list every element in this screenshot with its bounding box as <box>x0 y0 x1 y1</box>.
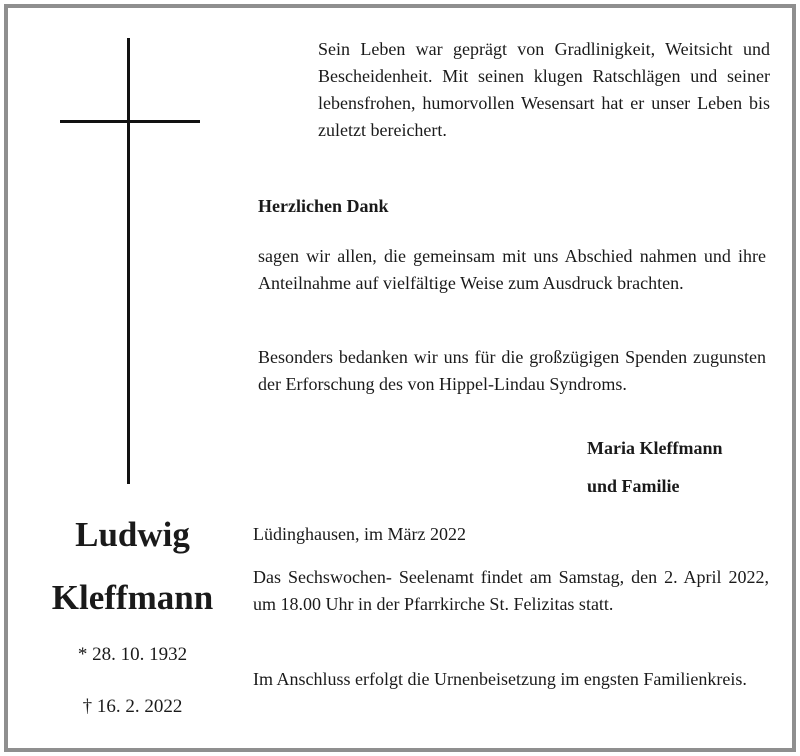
signature-family: und Familie <box>587 476 680 496</box>
deceased-first-name: Ludwig <box>75 515 190 554</box>
burial-paragraph: Im Anschluss erfolgt die Urnenbeisetzung im engsten Familienkreis. <box>253 669 747 689</box>
birth-date: * 28. 10. 1932 <box>77 644 188 665</box>
thanks-paragraph: sagen wir allen, die gemeinsam mit uns Abschied nahmen und ihre Anteilnahme auf vielfältige Weise zum Ausdruck brachten. <box>258 246 766 293</box>
signature-name: Maria Kleffmann <box>587 438 723 458</box>
death-date: † 16. 2. 2022 <box>82 696 183 717</box>
place-date: Lüdinghausen, im März 2022 <box>253 524 466 544</box>
service-paragraph: Das Sechswochen- Seelenamt findet am Samstag, den 2. April 2022, um 18.00 Uhr in der Pfarrkirche St. Felizitas statt. <box>253 567 769 614</box>
deceased-last-name: Kleffmann <box>51 578 214 617</box>
intro-paragraph: Sein Leben war geprägt von Gradlinigkeit, Weitsicht und Bescheidenheit. Mit seinen klugen Ratschlägen und seiner lebensfrohen, humorvollen Wesensart hat er unser Leben bis zuletzt bereichert. <box>318 39 770 140</box>
special-thanks-paragraph: Besonders bedanken wir uns für die großzügigen Spenden zugunsten der Erforschung des von Hippel-Lindau Syndroms. <box>258 347 766 394</box>
cross-icon <box>60 38 200 484</box>
thanks-heading: Herzlichen Dank <box>258 196 389 216</box>
